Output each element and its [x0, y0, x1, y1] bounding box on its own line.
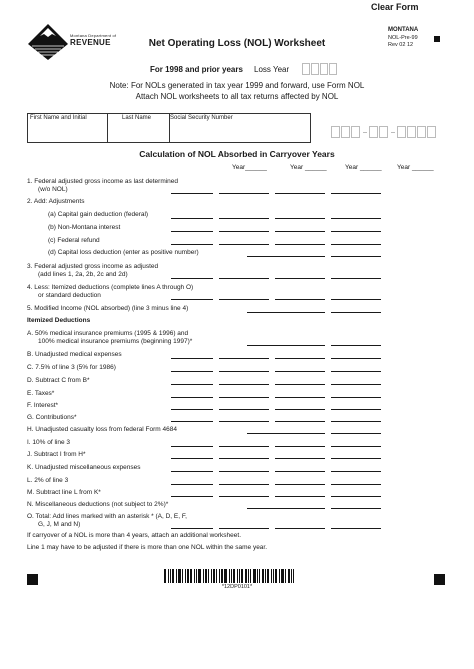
barcode-bar: [208, 569, 209, 583]
footer-note-2: Line 1 may have to be adjusted if there is more than one NOL within the same year.: [27, 544, 268, 551]
amount-field[interactable]: [171, 371, 213, 372]
amount-field[interactable]: [219, 384, 269, 385]
amount-field[interactable]: [331, 256, 381, 257]
line-label: 100% medical insurance premiums (beginning 1997)*: [38, 338, 193, 345]
amount-field[interactable]: [331, 496, 381, 497]
amount-field[interactable]: [331, 231, 381, 232]
line-label: I. 10% of line 3: [27, 439, 70, 446]
line-label: A. 50% medical insurance premiums (1995 & 1996) and: [27, 330, 189, 337]
line-label: 1. Federal adjusted gross income as last determined: [27, 178, 179, 185]
amount-field[interactable]: [275, 421, 325, 422]
amount-field[interactable]: [331, 471, 381, 472]
line-label: H. Unadjusted casualty loss from federal Form 4684: [27, 426, 177, 433]
amount-field[interactable]: [275, 256, 325, 257]
last-name-field[interactable]: [108, 114, 170, 142]
amount-field[interactable]: [331, 421, 381, 422]
amount-field[interactable]: [331, 508, 381, 509]
amount-field[interactable]: [331, 312, 381, 313]
ssn-field[interactable]: [170, 114, 310, 142]
amount-field[interactable]: [171, 278, 213, 279]
barcode-bar: [185, 569, 186, 583]
barcode-bar: [293, 569, 294, 583]
barcode-bar: [224, 569, 227, 583]
amount-field[interactable]: [219, 446, 269, 447]
amount-field[interactable]: [219, 278, 269, 279]
line-label: O. Total: Add lines marked with an asterisk * (A, D, E, F,: [27, 513, 187, 520]
amount-field[interactable]: [275, 446, 325, 447]
amount-field[interactable]: [219, 458, 269, 459]
barcode-bar: [172, 569, 174, 583]
barcode-bar: [229, 569, 230, 583]
line-label: N. Miscellaneous deductions (not subject to 2%)*: [27, 501, 169, 508]
barcode-bar: [237, 569, 238, 583]
amount-field[interactable]: [171, 397, 213, 398]
amount-field[interactable]: [219, 496, 269, 497]
barcode-bar: [265, 569, 266, 583]
amount-field[interactable]: [219, 409, 269, 410]
amount-field[interactable]: [171, 496, 213, 497]
barcode-bar: [248, 569, 249, 583]
line-label: (b) Non-Montana interest: [48, 224, 121, 231]
amount-field[interactable]: [171, 299, 213, 300]
line-label: K. Unadjusted miscellaneous expenses: [27, 464, 141, 471]
section-heading: Itemized Deductions: [27, 317, 91, 324]
amount-field[interactable]: [331, 484, 381, 485]
line-label: D. Subtract C from B*: [27, 377, 90, 384]
amount-field[interactable]: [331, 458, 381, 459]
form-state: MONTANA: [388, 27, 419, 33]
amount-field[interactable]: [331, 358, 381, 359]
barcode-bar: [168, 569, 169, 583]
amount-field[interactable]: [171, 446, 213, 447]
amount-field[interactable]: [275, 218, 325, 219]
barcode-bar: [198, 569, 201, 583]
amount-field[interactable]: [275, 458, 325, 459]
amount-field[interactable]: [275, 496, 325, 497]
line-label: (w/o NOL): [38, 186, 68, 193]
amount-field[interactable]: [331, 371, 381, 372]
amount-field[interactable]: [171, 384, 213, 385]
barcode-number: *12DP0101*: [221, 584, 253, 590]
amount-field[interactable]: [171, 193, 213, 194]
form-revision: Rev 02 12: [388, 42, 414, 48]
barcode-bar: [250, 569, 251, 583]
amount-field[interactable]: [219, 471, 269, 472]
barcode-bar: [178, 569, 181, 583]
year-header[interactable]: Year______: [232, 164, 267, 171]
barcode-bar: [273, 569, 274, 583]
note-line-1: Note: For NOLs generated in tax year 1999 and forward, use Form NOL: [109, 81, 365, 90]
year-header[interactable]: Year ______: [290, 164, 327, 171]
amount-field[interactable]: [219, 299, 269, 300]
logo-subtitle: Montana Department of: [70, 33, 117, 38]
line-label: 2. Add: Adjustments: [27, 198, 85, 205]
amount-field[interactable]: [275, 528, 325, 529]
barcode-bar: [231, 569, 232, 583]
amount-field[interactable]: [275, 433, 325, 434]
amount-field[interactable]: [171, 231, 213, 232]
amount-field[interactable]: [275, 358, 325, 359]
loss-year-input[interactable]: [302, 63, 338, 75]
barcode-bar: [241, 569, 243, 583]
barcode-bar: [196, 569, 197, 583]
amount-field[interactable]: [275, 231, 325, 232]
line-label: M. Subtract line L from K*: [27, 489, 101, 496]
barcode-bar: [203, 569, 204, 583]
barcode-bar: [279, 569, 280, 583]
barcode-bar: [182, 569, 183, 583]
taxpayer-info-box: [27, 113, 311, 143]
barcode-bar: [194, 569, 195, 583]
barcode-bar: [205, 569, 207, 583]
barcode-bar: [271, 569, 272, 583]
amount-field[interactable]: [171, 471, 213, 472]
last-name-label: Last Name: [122, 115, 152, 121]
amount-field[interactable]: [275, 244, 325, 245]
barcode: [164, 569, 310, 583]
barcode-bar: [164, 569, 166, 583]
amount-field[interactable]: [331, 278, 381, 279]
amount-field[interactable]: [219, 371, 269, 372]
barcode-bar: [233, 569, 235, 583]
amount-field[interactable]: [275, 371, 325, 372]
line-label: (a) Capital gain deduction (federal): [48, 211, 149, 218]
ssn-input[interactable]: [331, 126, 437, 138]
barcode-bar: [259, 569, 260, 583]
page-title: Net Operating Loss (NOL) Worksheet: [148, 38, 326, 49]
amount-field[interactable]: [219, 528, 269, 529]
line-label: L. 2% of line 3: [27, 477, 69, 484]
barcode-bar: [288, 569, 290, 583]
amount-field[interactable]: [275, 409, 325, 410]
amount-field[interactable]: [275, 312, 325, 313]
amount-field[interactable]: [219, 397, 269, 398]
amount-field[interactable]: [171, 528, 213, 529]
amount-field[interactable]: [219, 358, 269, 359]
barcode-bar: [176, 569, 177, 583]
amount-field[interactable]: [331, 218, 381, 219]
barcode-bar: [285, 569, 286, 583]
amount-field[interactable]: [171, 421, 213, 422]
prior-years-heading: For 1998 and prior years: [150, 65, 243, 74]
barcode-bar: [267, 569, 269, 583]
barcode-bar: [275, 569, 277, 583]
line-label: 3. Federal adjusted gross income as adjusted: [27, 263, 159, 270]
amount-field[interactable]: [171, 218, 213, 219]
barcode-bar: [257, 569, 258, 583]
barcode-bar: [221, 569, 223, 583]
barcode-bar: [190, 569, 192, 583]
amount-field[interactable]: [219, 244, 269, 245]
barcode-bar: [253, 569, 256, 583]
amount-field[interactable]: [219, 218, 269, 219]
amount-field[interactable]: [331, 384, 381, 385]
amount-field[interactable]: [171, 458, 213, 459]
footer-note-1: If carryover of a NOL is more than 4 years, attach an additional worksheet.: [27, 532, 242, 539]
amount-field[interactable]: [275, 345, 325, 346]
barcode-bar: [281, 569, 284, 583]
line-label: B. Unadjusted medical expenses: [27, 351, 122, 358]
line-label: J. Subtract I from H*: [27, 451, 86, 458]
barcode-bar: [291, 569, 292, 583]
year-header[interactable]: Year ______: [345, 164, 382, 171]
amount-field[interactable]: [171, 358, 213, 359]
amount-field[interactable]: [171, 244, 213, 245]
amount-field[interactable]: [331, 433, 381, 434]
barcode-bar: [213, 569, 215, 583]
line-label: G. Contributions*: [27, 414, 77, 421]
amount-field[interactable]: [275, 471, 325, 472]
line-label: G, J, M and N): [38, 521, 81, 528]
amount-field[interactable]: [275, 193, 325, 194]
line-label: (d) Capital loss deduction (enter as positive number): [48, 249, 199, 256]
amount-field[interactable]: [275, 508, 325, 509]
amount-field[interactable]: [171, 484, 213, 485]
clear-form-button[interactable]: Clear Form: [371, 2, 419, 12]
corner-mark: [434, 36, 440, 42]
amount-field[interactable]: [331, 446, 381, 447]
barcode-bar: [219, 569, 220, 583]
first-name-field[interactable]: [28, 114, 108, 142]
year-header[interactable]: Year ______: [397, 164, 434, 171]
amount-field[interactable]: [219, 421, 269, 422]
amount-field[interactable]: [331, 409, 381, 410]
logo-title: REVENUE: [70, 38, 111, 47]
calc-title: Calculation of NOL Absorbed in Carryover Years: [139, 149, 335, 159]
amount-field[interactable]: [331, 345, 381, 346]
barcode-bar: [245, 569, 247, 583]
amount-field[interactable]: [219, 193, 269, 194]
line-label: (c) Federal refund: [48, 237, 100, 244]
amount-field[interactable]: [331, 193, 381, 194]
note-line-2: Attach NOL worksheets to all tax returns affected by NOL: [135, 92, 339, 101]
barcode-bar: [262, 569, 264, 583]
amount-field[interactable]: [171, 409, 213, 410]
amount-field[interactable]: [331, 397, 381, 398]
amount-field[interactable]: [331, 244, 381, 245]
line-label: E. Taxes*: [27, 390, 55, 397]
line-label: F. Interest*: [27, 402, 59, 409]
line-label: C. 7.5% of line 3 (5% for 1986): [27, 364, 116, 371]
barcode-bar: [216, 569, 217, 583]
amount-field[interactable]: [331, 528, 381, 529]
line-label: 4. Less: Itemized deductions (complete lines A through O): [27, 284, 194, 291]
loss-year-label: Loss Year: [254, 65, 290, 74]
amount-field[interactable]: [219, 231, 269, 232]
barcode-bar: [211, 569, 212, 583]
line-label: 5. Modified Income (NOL absorbed) (line 3 minus line 4): [27, 305, 189, 312]
barcode-bar: [170, 569, 171, 583]
ssn-label: Social Security Number: [170, 115, 233, 121]
amount-field[interactable]: [275, 384, 325, 385]
amount-field[interactable]: [331, 299, 381, 300]
amount-field[interactable]: [275, 278, 325, 279]
amount-field[interactable]: [219, 484, 269, 485]
barcode-bar: [239, 569, 240, 583]
amount-field[interactable]: [275, 484, 325, 485]
first-name-label: First Name and Initial: [30, 115, 87, 121]
line-label: or standard deduction: [38, 292, 101, 299]
barcode-bar: [187, 569, 189, 583]
form-id: NOL-Pre-99: [388, 35, 418, 41]
line-label: (add lines 1, 2a, 2b, 2c and 2d): [38, 271, 128, 278]
amount-field[interactable]: [275, 397, 325, 398]
amount-field[interactable]: [275, 299, 325, 300]
